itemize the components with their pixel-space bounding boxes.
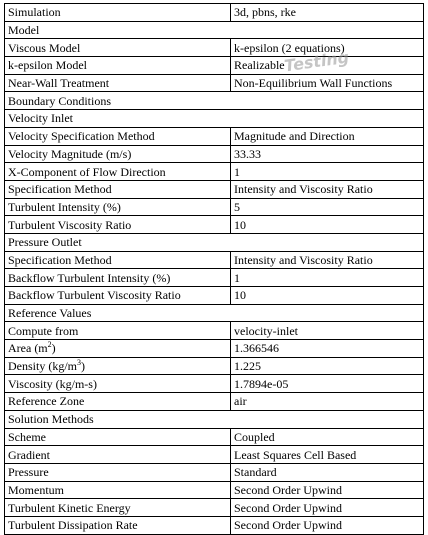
parameter-value: velocity-inlet: [231, 322, 424, 340]
parameter-label: [5, 198, 231, 216]
parameter-label-text: Gradient: [8, 447, 50, 462]
parameter-value: Realizable: [231, 57, 424, 75]
parameter-label-text: Turbulent Intensity (%): [8, 199, 121, 214]
table-row: [5, 127, 424, 145]
parameter-value: Non-Equilibrium Wall Functions: [231, 74, 424, 92]
parameter-label: [5, 481, 231, 499]
section-header-row: [5, 410, 424, 428]
parameter-label: [5, 322, 231, 340]
parameter-value: 1.7894e-05: [231, 375, 424, 393]
parameter-value: 1.366546: [231, 340, 424, 358]
document-page: [4, 3, 424, 535]
parameter-value: 10: [231, 287, 424, 305]
table-row: [5, 57, 424, 75]
parameter-label-text: Scheme: [8, 429, 46, 444]
table-row: [5, 269, 424, 287]
table-row: [5, 340, 424, 358]
parameter-label-tail: ): [51, 341, 56, 356]
parameter-value: 1.225: [231, 357, 424, 375]
parameter-label: [5, 39, 231, 57]
parameter-label: [5, 428, 231, 446]
parameter-value: 10: [231, 216, 424, 234]
section-label: Solution Methods: [5, 410, 424, 428]
unit-exponent: 2: [47, 340, 52, 350]
section-label: Reference Values: [5, 304, 424, 322]
table-row: [5, 322, 424, 340]
parameter-value: 3d, pbns, rke: [231, 4, 424, 22]
table-row: [5, 516, 424, 534]
parameter-label-text: Specification Method: [8, 252, 112, 267]
parameter-label-text: Density (kg/m: [8, 359, 77, 374]
parameter-label-text: k-epsilon Model: [8, 58, 87, 73]
parameter-label: [5, 163, 231, 181]
parameter-value: Coupled: [231, 428, 424, 446]
parameter-label: [5, 499, 231, 517]
table-row: [5, 499, 424, 517]
table-row: [5, 216, 424, 234]
section-label: Boundary Conditions: [5, 92, 424, 110]
parameter-value: Least Squares Cell Based: [231, 446, 424, 464]
parameter-label-text: Velocity Specification Method: [8, 129, 155, 144]
section-header-row: [5, 233, 424, 251]
parameter-label: [5, 375, 231, 393]
section-label: Pressure Outlet: [5, 233, 424, 251]
table-row: [5, 446, 424, 464]
parameter-label-text: Momentum: [8, 482, 64, 497]
parameter-value: Second Order Upwind: [231, 516, 424, 534]
parameter-label-text: Near-Wall Treatment: [8, 76, 110, 91]
parameter-value: 5: [231, 198, 424, 216]
table-row: [5, 251, 424, 269]
parameter-label-text: X-Component of Flow Direction: [8, 164, 166, 179]
table-body: [5, 4, 424, 535]
parameter-value: Intensity and Viscosity Ratio: [231, 180, 424, 198]
table-row: [5, 198, 424, 216]
parameter-label-text: Viscosity (kg/m-s): [8, 376, 97, 391]
parameter-value: Second Order Upwind: [231, 481, 424, 499]
table-row: [5, 145, 424, 163]
section-header-row: [5, 92, 424, 110]
parameter-value: Standard: [231, 463, 424, 481]
parameter-label: [5, 357, 231, 375]
table-row: [5, 393, 424, 411]
section-label: Velocity Inlet: [5, 110, 424, 128]
parameter-value: 33.33: [231, 145, 424, 163]
section-header-row: [5, 110, 424, 128]
table-row: [5, 357, 424, 375]
parameter-label-text: Area (m: [8, 341, 48, 356]
parameter-label-text: Reference Zone: [8, 394, 85, 409]
parameter-value: Magnitude and Direction: [231, 127, 424, 145]
parameter-value: Intensity and Viscosity Ratio: [231, 251, 424, 269]
parameter-label: [5, 269, 231, 287]
parameter-label-text: Backflow Turbulent Intensity (%): [8, 270, 171, 285]
parameter-label-text: Viscous Model: [8, 40, 81, 55]
table-row: [5, 39, 424, 57]
parameter-label-tail: ): [81, 359, 85, 374]
parameter-label: [5, 145, 231, 163]
parameter-label: [5, 74, 231, 92]
section-label: Model: [5, 21, 424, 39]
unit-exponent: 3: [77, 358, 81, 368]
parameter-label-text: Velocity Magnitude (m/s): [8, 146, 132, 161]
parameter-value: 1: [231, 163, 424, 181]
parameter-value: Second Order Upwind: [231, 499, 424, 517]
parameter-label-text: Specification Method: [8, 182, 112, 197]
parameter-label: [5, 251, 231, 269]
table-row: [5, 428, 424, 446]
parameter-label: [5, 446, 231, 464]
parameter-label-text: Turbulent Viscosity Ratio: [8, 217, 132, 232]
parameter-label-text: Turbulent Kinetic Energy: [8, 500, 131, 515]
parameter-value: 1: [231, 269, 424, 287]
table-row: [5, 180, 424, 198]
parameter-label: [5, 127, 231, 145]
table-row: [5, 481, 424, 499]
parameter-label: [5, 516, 231, 534]
parameter-label: [5, 463, 231, 481]
parameter-label-text: Pressure: [8, 465, 49, 480]
parameter-label-text: Backflow Turbulent Viscosity Ratio: [8, 288, 181, 303]
parameter-label: [5, 393, 231, 411]
table-row: [5, 287, 424, 305]
table-row: [5, 463, 424, 481]
parameter-label-text: Simulation: [8, 5, 61, 20]
parameter-label: [5, 340, 231, 358]
parameter-value: k-epsilon (2 equations): [231, 39, 424, 57]
parameter-label-text: Compute from: [8, 323, 79, 338]
table-row: [5, 74, 424, 92]
watermark: Testing: [282, 47, 351, 76]
parameter-label: [5, 4, 231, 22]
section-header-row: [5, 304, 424, 322]
simulation-settings-table: [4, 3, 424, 535]
parameter-value: air: [231, 393, 424, 411]
parameter-label: [5, 287, 231, 305]
table-row: [5, 375, 424, 393]
table-row: [5, 163, 424, 181]
parameter-label-text: Turbulent Dissipation Rate: [8, 518, 138, 533]
parameter-label: [5, 57, 231, 75]
table-row: [5, 4, 424, 22]
parameter-label: [5, 216, 231, 234]
parameter-label: [5, 180, 231, 198]
section-header-row: [5, 21, 424, 39]
